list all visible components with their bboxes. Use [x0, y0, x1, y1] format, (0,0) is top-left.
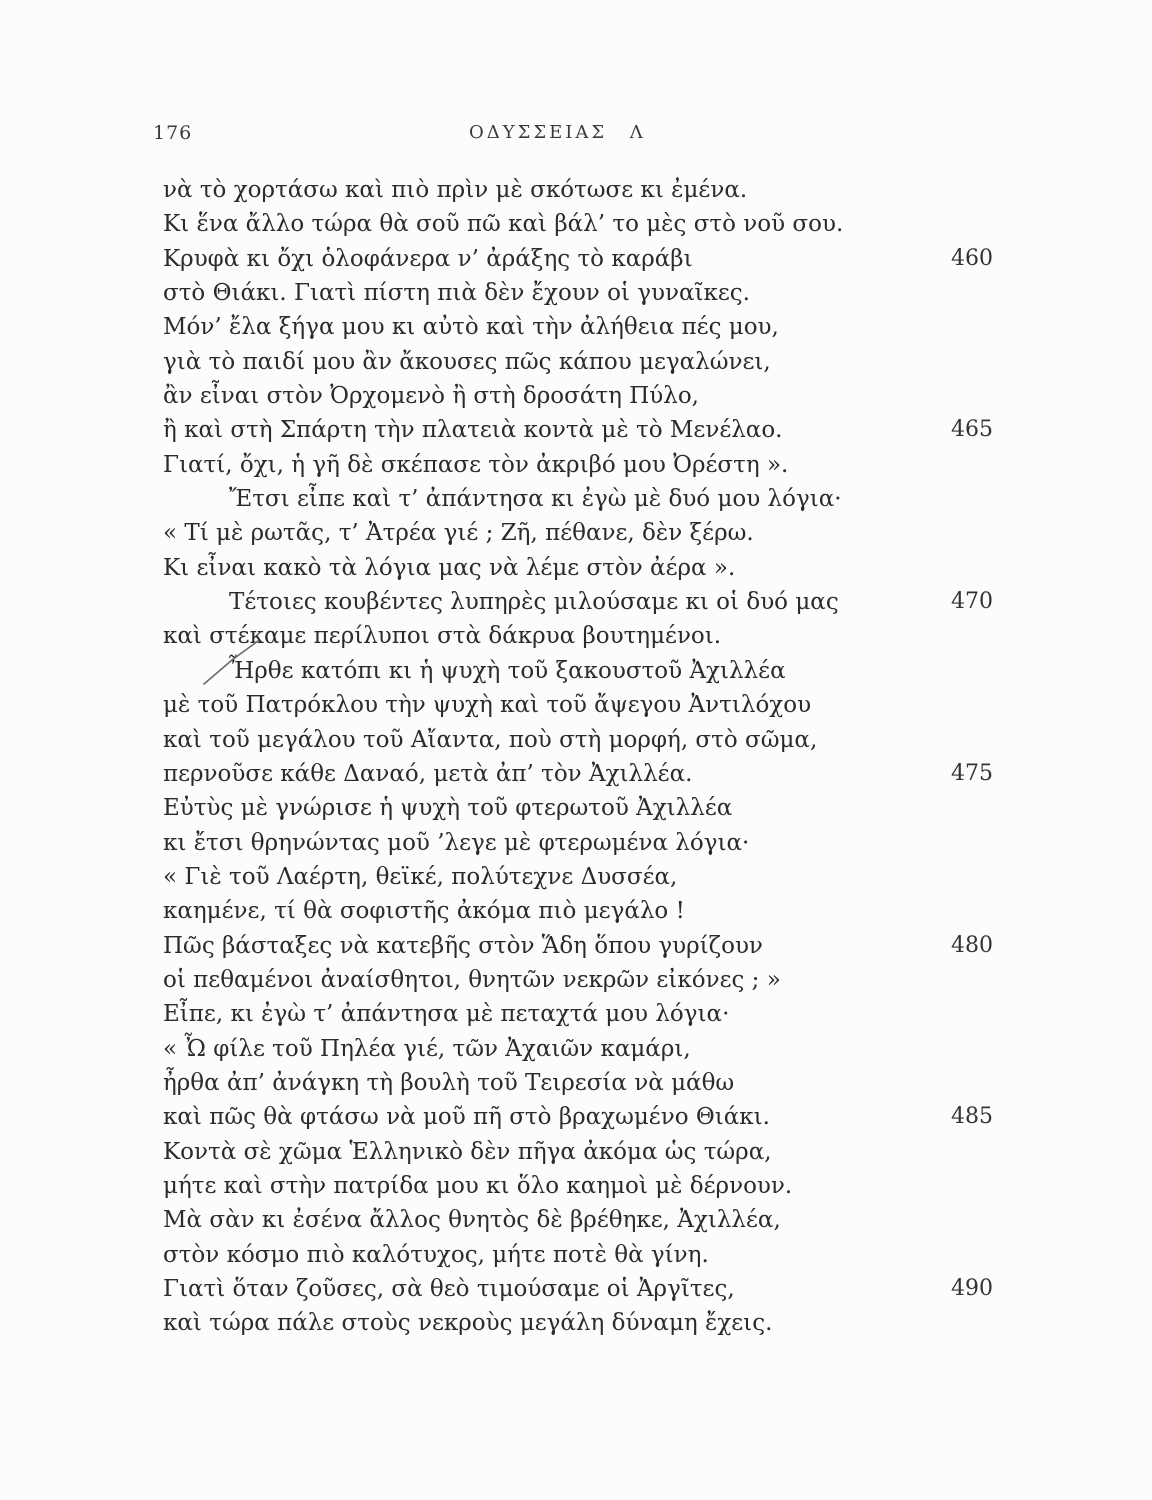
verse-text: « Τί μὲ ρωτᾶς, τ’ Ἀτρέα γιέ ; Ζῆ, πέθανε, δὲν ξέρω. — [163, 520, 754, 547]
verse-text: καὶ πῶς θὰ φτάσω νὰ μοῦ πῆ στὸ βραχωμένο Θιάκι. — [163, 1104, 770, 1131]
verse-text: Κρυφὰ κι ὄχι ὁλοφάνερα ν’ ἀράξης τὸ καράβι — [163, 245, 693, 272]
verse-line — [163, 619, 993, 653]
page-number: 176 — [153, 122, 193, 144]
verse-text: « Ὦ φίλε τοῦ Πηλέα γιέ, τῶν Ἀχαιῶν καμάρι, — [163, 1035, 691, 1062]
line-number: 485 — [951, 1104, 993, 1130]
verse-line — [163, 1238, 993, 1272]
verse-line — [163, 654, 993, 688]
verse-text: Εἶπε, κι ἐγὼ τ’ ἀπάντησα μὲ πεταχτά μου λόγια· — [163, 1001, 730, 1028]
verse-line — [163, 963, 993, 997]
verse-line — [163, 894, 993, 928]
line-number: 475 — [951, 760, 993, 786]
line-number: 490 — [951, 1276, 993, 1301]
verse-line — [163, 1203, 993, 1237]
verse-text: Κι ἕνα ἄλλο τώρα θὰ σοῦ πῶ καὶ βάλ’ το μὲς στὸ νοῦ σου. — [163, 211, 844, 238]
verse-text: κι ἔτσι θρηνώντας μοῦ ’λεγε μὲ φτερωμένα λόγια· — [163, 829, 750, 856]
verse-line — [163, 1066, 993, 1100]
verse-line — [163, 688, 993, 722]
verse-line — [163, 791, 993, 825]
line-number: 465 — [951, 417, 993, 443]
verse-line — [163, 997, 993, 1031]
verse-text: Γιατί, ὄχι, ἡ γῆ δὲ σκέπασε τὸν ἀκριβό μου Ὀρέστη ». — [163, 451, 789, 478]
verse-text: Τέτοιες κουβέντες λυπηρὲς μιλούσαμε κι οἱ δυό μας — [229, 589, 839, 616]
verse-line — [163, 173, 993, 207]
verse-text: καὶ στέκαμε περίλυποι στὰ δάκρυα βουτημένοι. — [163, 623, 722, 650]
verse-line — [163, 413, 993, 447]
verse-line — [163, 207, 993, 241]
verse-text: καημένε, τί θὰ σοφιστῆς ἀκόμα πιὸ μεγάλο ! — [163, 898, 685, 925]
verse-text: στὸ Θιάκι. Γιατὶ πίστη πιὰ δὲν ἔχουν οἱ γυναῖκες. — [163, 280, 750, 307]
verse-text: καὶ τώρα πάλε στοὺς νεκροὺς μεγάλη δύναμη ἔχεις. — [163, 1310, 773, 1337]
verse-line — [163, 276, 993, 310]
verse-text: ἦρθα ἀπ’ ἀνάγκη τὴ βουλὴ τοῦ Τειρεσία νὰ μάθω — [163, 1069, 735, 1096]
verse-text: « Γιὲ τοῦ Λαέρτη, θεϊκέ, πολύτεχνε Δυσσέα, — [163, 863, 678, 890]
verse-line — [163, 1032, 993, 1066]
verse-text: καὶ τοῦ μεγάλου τοῦ Αἴαντα, ποὺ στὴ μορφή, στὸ σῶμα, — [163, 726, 818, 753]
verse-body — [163, 173, 993, 1341]
running-head: ΟΔΥΣΣΕΙΑΣ Λ — [469, 122, 646, 143]
verse-line — [163, 379, 993, 413]
verse-text: Ἦρθε κατόπι κι ἡ ψυχὴ τοῦ ξακουστοῦ Ἀχιλλέα — [229, 657, 786, 684]
verse-line — [163, 826, 993, 860]
line-number: 480 — [951, 932, 993, 958]
verse-line — [163, 860, 993, 894]
verse-text: οἱ πεθαμένοι ἀναίσθητοι, θνητῶν νεκρῶν εἰκόνες ; » — [163, 966, 781, 993]
verse-line — [163, 723, 993, 757]
verse-line — [163, 310, 993, 344]
verse-text: ἂν εἶναι στὸν Ὀρχομενὸ ἢ στὴ δροσάτη Πύλο, — [163, 383, 699, 410]
verse-text: Πῶς βάσταξες νὰ κατεβῆς στὸν Ἅδη ὅπου γυρίζουν — [163, 932, 763, 959]
verse-line — [163, 1272, 993, 1306]
verse-text: στὸν κόσμο πιὸ καλότυχος, μήτε ποτὲ θὰ γίνη. — [163, 1241, 709, 1268]
verse-line — [163, 482, 993, 516]
verse-line — [163, 551, 993, 585]
verse-line — [163, 242, 993, 276]
verse-text: Μὰ σὰν κι ἐσένα ἄλλος θνητὸς δὲ βρέθηκε, Ἀχιλλέα, — [163, 1207, 781, 1234]
verse-text: Ἔτσι εἶπε καὶ τ’ ἀπάντησα κι ἐγὼ μὲ δυό μου λόγια· — [229, 486, 842, 513]
verse-line — [163, 585, 993, 619]
line-number: 460 — [951, 245, 993, 271]
verse-text: μὲ τοῦ Πατρόκλου τὴν ψυχὴ καὶ τοῦ ἄψεγου Ἀντιλόχου — [163, 692, 812, 719]
verse-line — [163, 1306, 993, 1340]
verse-text: γιὰ τὸ παιδί μου ἂν ἄκουσες πῶς κάπου μεγαλώνει, — [163, 348, 771, 375]
verse-text: περνοῦσε κάθε Δαναό, μετὰ ἀπ’ τὸν Ἀχιλλέα. — [163, 760, 693, 787]
verse-line — [163, 345, 993, 379]
verse-line — [163, 1100, 993, 1134]
line-number: 470 — [951, 589, 993, 615]
verse-text: ἢ καὶ στὴ Σπάρτη τὴν πλατειὰ κοντὰ μὲ τὸ Μενέλαο. — [163, 417, 783, 444]
verse-line — [163, 929, 993, 963]
verse-line — [163, 1135, 993, 1169]
verse-line — [163, 757, 993, 791]
verse-text: νὰ τὸ χορτάσω καὶ πιὸ πρὶν μὲ σκότωσε κι ἐμένα. — [163, 177, 748, 203]
verse-text: Εὐτὺς μὲ γνώρισε ἡ ψυχὴ τοῦ φτερωτοῦ Ἀχιλλέα — [163, 795, 733, 822]
verse-text: Μόν’ ἔλα ξήγα μου κι αὐτὸ καὶ τὴν ἀλήθεια πές μου, — [163, 314, 779, 341]
verse-text: Κοντὰ σὲ χῶμα Ἑλληνικὸ δὲν πῆγα ἀκόμα ὡς τώρα, — [163, 1138, 772, 1165]
verse-text: Γιατὶ ὅταν ζοῦσες, σὰ θεὸ τιμούσαμε οἱ Ἀργῖτες, — [163, 1276, 735, 1302]
verse-line — [163, 448, 993, 482]
verse-text: Κι εἶναι κακὸ τὰ λόγια μας νὰ λέμε στὸν ἀέρα ». — [163, 554, 736, 581]
verse-line — [163, 1169, 993, 1203]
verse-line — [163, 516, 993, 550]
verse-text: μήτε καὶ στὴν πατρίδα μου κι ὅλο καημοὶ μὲ δέρνουν. — [163, 1172, 793, 1199]
